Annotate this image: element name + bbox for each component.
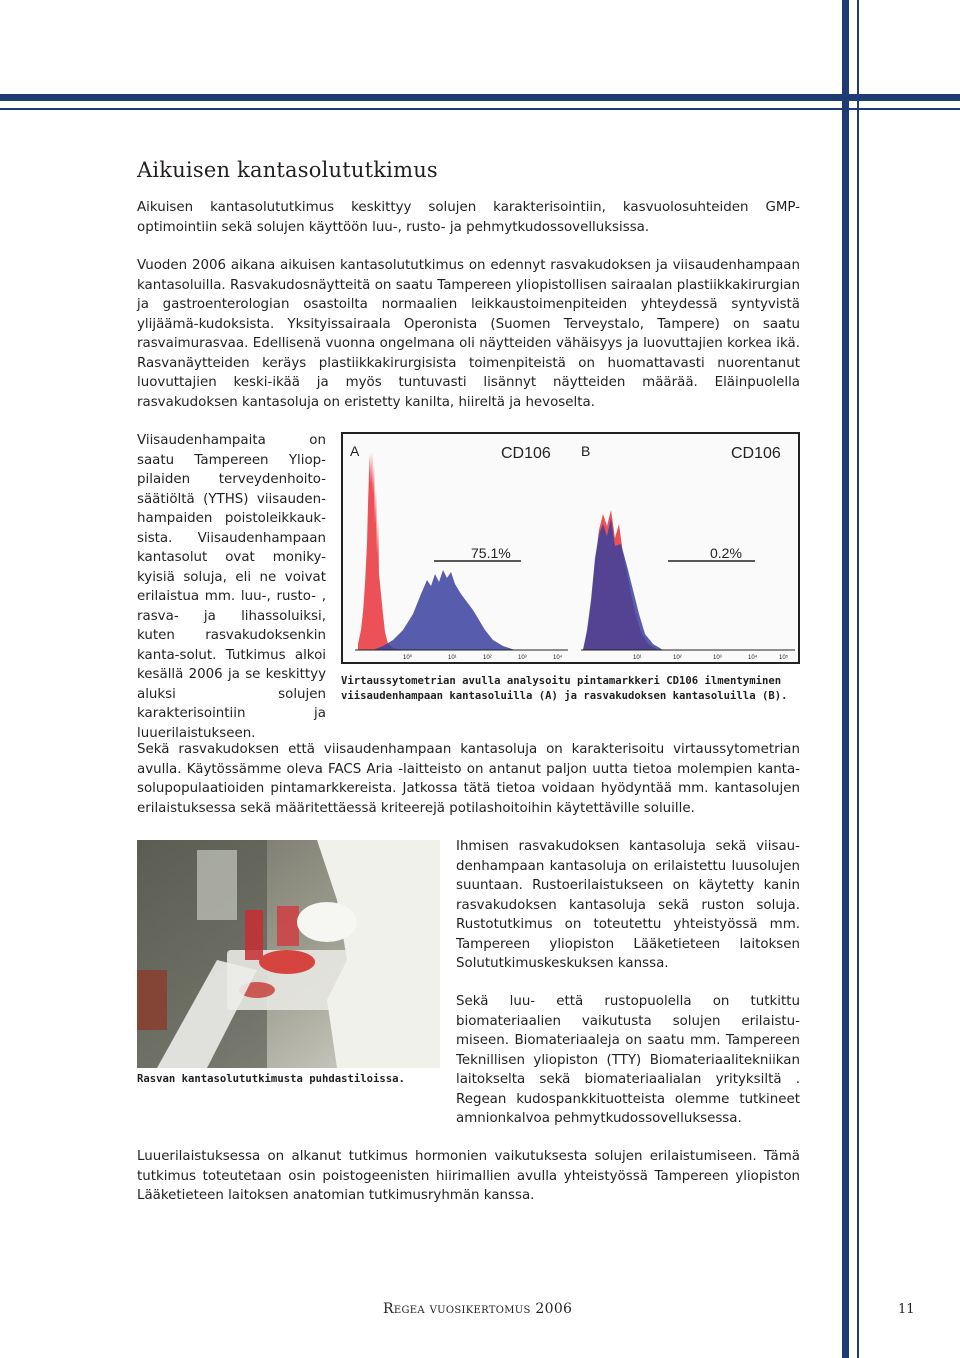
flow-cytometry-figure	[341, 432, 800, 664]
panel-a-tick-0: 10⁰	[403, 655, 413, 661]
paragraph-intro: Aikuisen kantasolututkimus keskittyy solujen karakterisointiin, kasvuolosuhteiden GMP-optimointiin sekä solujen käyttöön luu-, rusto- ja pehmytkudossovelluksissa.	[137, 200, 800, 235]
panel-b-tick-3: 10⁴	[748, 655, 758, 661]
cleanroom-photo	[137, 840, 440, 1068]
panel-a-tick-2: 10²	[483, 655, 492, 661]
paragraph-wisdom-teeth: Viisaudenhampaita on saatu Tampereen Yliop-pilaiden terveydenhoito-säätiöltä (YTHS) viisauden-hampaiden poistoleikkauk-sista. Viisaudenhampaan kantasolut ovat moniky-kyisiä soluja, eli ne voivat erilaistua mm. luu-, rusto- , rasva- ja lihassoluiksi, kuten rasvakudoksenkin kanta-solut. Tutkimus alkoi kesällä 2006 ja se keskittyy aluksi solujen karakterisointiin ja luuerilaistukseen.	[137, 433, 326, 741]
paragraph-differentiation: Ihmisen rasvakudoksen kantasoluja sekä viisau-denhampaan kantasoluja on erilaistettu luusolujen suuntaan. Rustoerilaistukseen on käytetty kanin rasvakudoksen kantasoluja sekä ruston soluja. Rustotutkimus on toteutettu yhteistyössä mm. Tampereen yliopiston Lääketieteen laitoksen Solututkimuskeskuksen kanssa.	[456, 839, 800, 971]
footer-title: Regea vuosikertomus 2006	[383, 1301, 573, 1317]
cleanroom-photo-illustration	[137, 840, 440, 1068]
panel-b-sample-histogram	[583, 518, 663, 650]
panel-b-tick-4: 10⁵	[779, 655, 789, 661]
panel-b-letter: B	[581, 443, 591, 459]
flow-cytometry-histograms	[343, 434, 798, 662]
panel-b-tick-1: 10²	[673, 655, 682, 661]
panel-b-tick-2: 10³	[713, 655, 722, 661]
paragraph-biomaterials: Sekä luu- että rustopuolella on tutkittu biomateriaalien vaikutusta solujen erilaistu-miseen. Biomateriaaleja on saatu mm. Tampereen Teknillisen yliopiston (TTY) Biomateriaalitekniikan laitokselta sekä biomateriaalialan yrityksiltä . Regean kudospankkituotteista olemme tutkineet amnionkalvoa pehmytkudossovelluksessa.	[456, 994, 800, 1126]
figure-caption-cytometry: Virtaussytometrian avulla analysoitu pintamarkkeri CD106 ilmentyminen viisaudenhampaan kantasoluilla (A) ja rasvakudoksen kantasoluilla (B).	[341, 675, 788, 702]
panel-b-percent: 0.2%	[710, 545, 742, 561]
paragraph-adipose: Vuoden 2006 aikana aikuisen kantasolututkimus on edennyt rasvakudoksen ja viisaudenhampaan kantasoluilla. Rasvakudosnäytteitä on saatu Tampereen yliopistollisen sairaalan plastiikkakirurgian ja gastroenterologian osastoilta normaalien leikkaustoimenpiteiden yhteydessä syntyvistä ylijäämä-kudoksista. Yksityissairaala Operonista (Suomen Terveystalo, Tampere) on saatu rasvaimurasvaa. Edellisenä vuonna ongelmana oli näytteiden vähäisyys ja luovuttajien korkea ikä. Rasvanäytteiden keräys plastiikkakirurgisista toimenpiteistä on huomattavasti nuorentanut luovuttajien keski-ikää ja myös tuntuvasti lisännyt näytteiden määrää. Eläinpuolella rasvakudoksen kantasoluja on eristetty kanilta, hiireltä ja hevoselta.	[137, 258, 800, 410]
panel-b-marker: CD106	[731, 445, 781, 462]
paragraph-hormones: Luuerilaistuksessa on alkanut tutkimus hormonien vaikutuksesta solujen erilaistumiseen. Tämä tutkimus toteutetaan osin poistogeenisten hiirimallien avulla yhteistyössä Tampereen yliopiston Lääketieteen laitoksen anatomian tutkimusryhmän kanssa.	[137, 1149, 800, 1203]
panel-a-sample-histogram	[373, 570, 515, 650]
panel-a-tick-3: 10³	[518, 655, 527, 661]
page-title: Aikuisen kantasolututkimus	[137, 158, 438, 182]
panel-a-tick-1: 10¹	[448, 655, 457, 661]
side-rule-thin	[857, 0, 859, 1358]
paragraph-characterization: Sekä rasvakudoksen että viisaudenhampaan kantasoluja on karakterisoitu virtaussytometrian avulla. Käytössämme oleva FACS Aria -laitteisto on antanut paljon uutta tietoa molempien kanta-solupopulaatioiden pintamarkkereista. Jatkossa tätä tietoa voidaan hyödyntää mm. kantasolujen erilaistuksessa sekä määritettäessä kriteerejä potilashoitoihin käytettäville soluille.	[137, 742, 800, 816]
top-rule-thick	[0, 94, 960, 101]
panel-a-control-histogram	[358, 452, 403, 650]
side-rule-thick	[842, 0, 849, 1358]
photo-caption: Rasvan kantasolututkimusta puhdastiloissa.	[137, 1073, 405, 1085]
panel-a-percent: 75.1%	[471, 545, 511, 561]
panel-a-tick-4: 10⁴	[553, 655, 563, 661]
panel-b-tick-0: 10¹	[633, 655, 642, 661]
top-rule-thin	[0, 108, 960, 110]
panel-a-letter: A	[350, 443, 360, 459]
panel-a-marker: CD106	[501, 445, 551, 462]
page-number: 11	[898, 1302, 915, 1317]
